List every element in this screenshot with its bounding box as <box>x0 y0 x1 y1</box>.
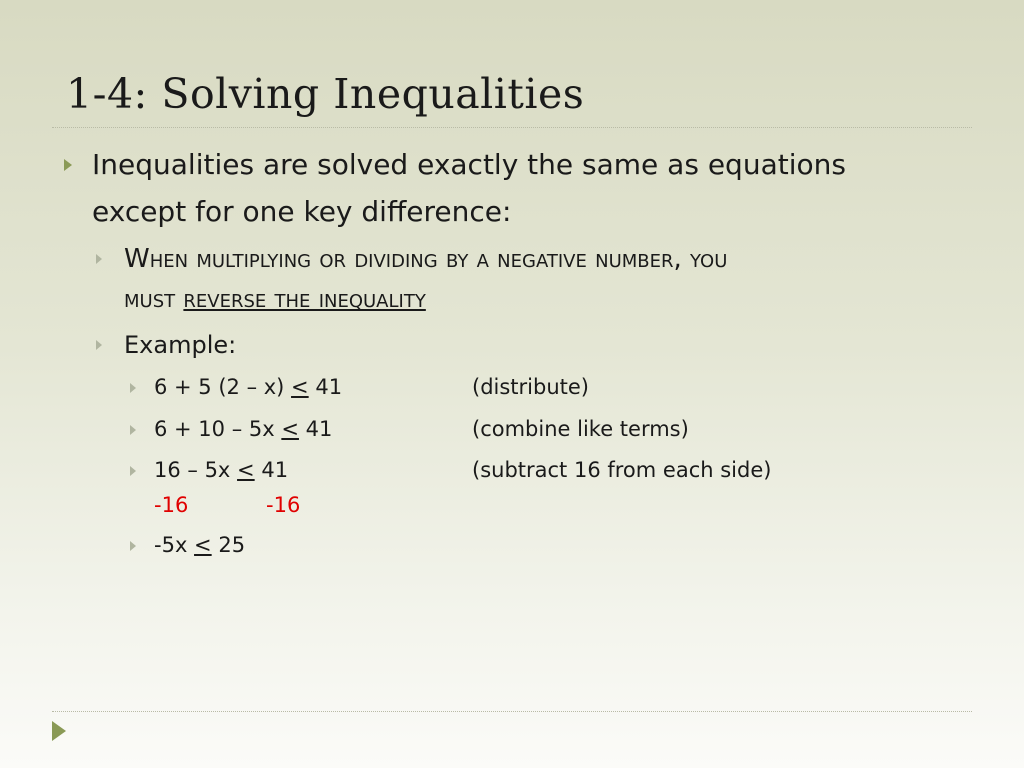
step-row <box>154 452 954 488</box>
step-arrow-icon <box>130 541 136 551</box>
step-row <box>154 411 954 447</box>
step-note: (combine like terms) <box>472 417 689 441</box>
step-expression: -5x < 25 <box>154 533 246 557</box>
less-equal-sign: < <box>194 533 212 557</box>
step-arrow-icon <box>130 425 136 435</box>
slide-title: 1-4: Solving Inequalities <box>66 70 585 118</box>
step-row <box>154 527 954 563</box>
less-equal-sign: < <box>291 375 309 399</box>
subtract-row <box>154 487 454 523</box>
footer-divider <box>52 711 972 712</box>
step-expression: 16 – 5x < 41 <box>154 458 289 482</box>
step-note: (subtract 16 from each side) <box>472 458 772 482</box>
bullet-arrow-icon <box>64 159 72 171</box>
sub-bullet-arrow-icon <box>96 254 102 264</box>
step-arrow-icon <box>130 383 136 393</box>
bullet-main-line1: Inequalities are solved exactly the same as equations <box>92 148 846 181</box>
rule-line2-prefix: must <box>124 284 184 314</box>
less-equal-sign: < <box>237 458 255 482</box>
subtract-left-value: -16 <box>154 493 189 517</box>
rule-line2 <box>124 279 426 319</box>
rule-line1: When multiplying or dividing by a negative number, you <box>124 244 728 274</box>
sub-bullet-arrow-icon <box>96 340 102 350</box>
play-icon[interactable] <box>52 721 66 741</box>
step-expression: 6 + 10 – 5x < 41 <box>154 417 333 441</box>
bullet-main-line2: except for one key difference: <box>92 195 512 228</box>
rule-emphasis: reverse the inequality <box>183 284 426 314</box>
title-divider <box>52 127 972 128</box>
example-label: Example: <box>124 331 237 359</box>
less-equal-sign: < <box>281 417 299 441</box>
step-expression: 6 + 5 (2 – x) < 41 <box>154 375 343 399</box>
step-row <box>154 369 954 405</box>
subtract-right-value: -16 <box>266 493 301 517</box>
step-arrow-icon <box>130 466 136 476</box>
step-note: (distribute) <box>472 375 589 399</box>
